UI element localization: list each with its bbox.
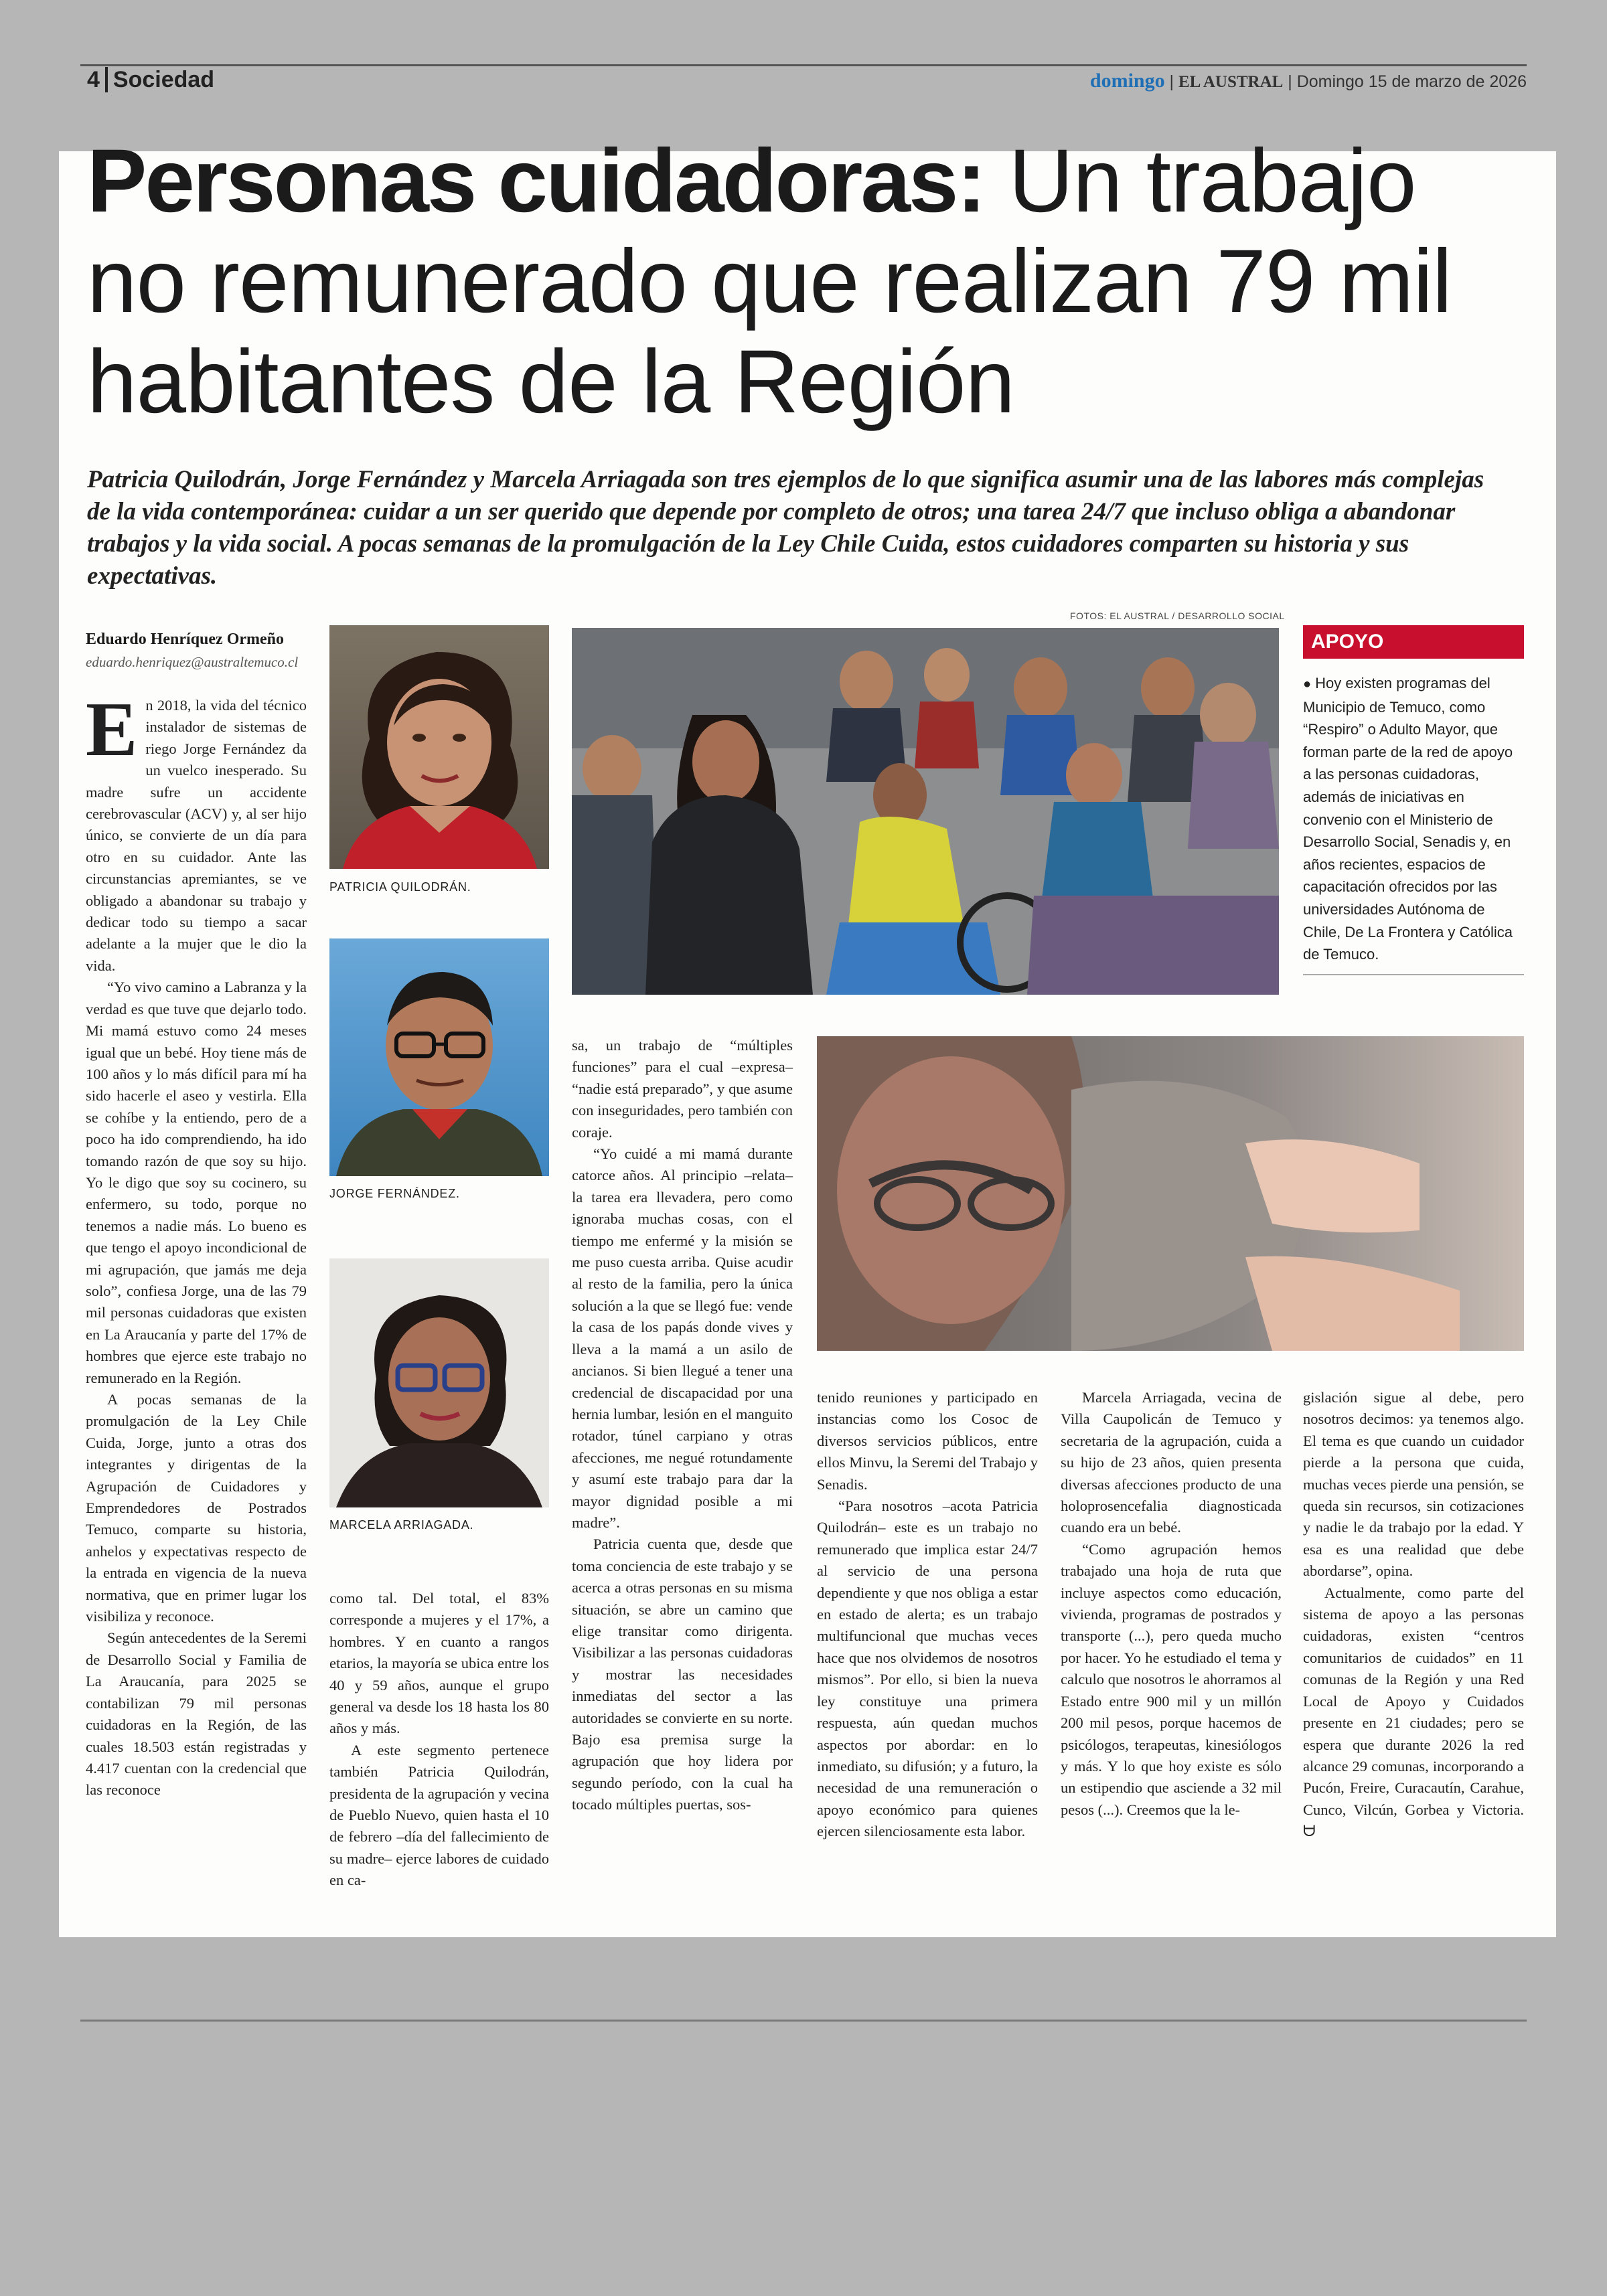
page-folio xyxy=(87,67,214,93)
sidebar-apoyo xyxy=(1303,625,1524,975)
end-mark-icon: ᗨ xyxy=(1303,1823,1316,1840)
headline-line3: habitantes de la Región xyxy=(87,332,1015,432)
paragraph: tenido reuniones y participado en instancias como los Cosoc de diversos servicios públicos, entre ellos Minvu, la Seremi del Trabajo y Senadis. xyxy=(817,1389,1038,1493)
publication-name: EL AUSTRAL xyxy=(1178,73,1284,91)
portrait-caption: MARCELA ARRIAGADA. xyxy=(329,1518,474,1532)
portrait-illustration xyxy=(329,625,549,869)
paragraph: Según antecedentes de la Seremi de Desarrollo Social y Familia de La Araucanía, para 2025 se contabilizan 79 mil personas cuidadoras en la Región, de las cuales 18.503 están registradas y 4.417 cuentan con la credencial que las reconoce xyxy=(86,1629,307,1799)
author-name: Eduardo Henríquez Ormeño xyxy=(86,631,285,648)
portrait-caption: JORGE FERNÁNDEZ. xyxy=(329,1187,460,1200)
portrait-illustration xyxy=(329,1258,549,1507)
headline xyxy=(87,131,1507,432)
portrait-photo-jorge xyxy=(329,938,549,1176)
headline-line1: Un trabajo xyxy=(1008,131,1416,231)
paragraph: gislación sigue al debe, pero nosotros decimos: ya tenemos algo. El tema es que cuando un cuidador pierde a la persona que cuida, muchas veces pierde una pensión, se queda sin recursos, sin cotizaciones y nadie le da trabajo por la edad. Y esa es una realidad que debe abordarse”, opina. xyxy=(1303,1389,1524,1580)
body-column-6 xyxy=(1303,1387,1524,1843)
author-email: eduardo.henriquez@australtemuco.cl xyxy=(86,654,299,670)
portrait-caption: PATRICIA QUILODRÁN. xyxy=(329,880,471,894)
crowd-illustration xyxy=(572,628,1279,995)
paragraph: n 2018, la vida del técnico instalador de sistemas de riego Jorge Fernández da un vuelco inesperado. Su madre sufre un accidente cerebrovascular (ACV) y, al ser hijo único, se convierte de un día para otro en su cuidador. Ante las circunstancias apremiantes, se ve obligado a abandonar su trabajo y dedicar todo su tiempo a sacar adelante a la mujer que le dio la vida. xyxy=(86,697,307,974)
sidebar-body xyxy=(1303,672,1524,975)
top-rule xyxy=(80,64,1527,66)
bullet-icon: ● xyxy=(1303,677,1312,691)
drop-cap: E xyxy=(86,687,138,772)
portrait-illustration xyxy=(329,938,549,1176)
byline xyxy=(86,631,313,671)
paragraph xyxy=(1303,1582,1524,1843)
section-name: Sociedad xyxy=(105,67,214,92)
headline-line2: no remunerado que realizan 79 mil xyxy=(87,232,1452,331)
paragraph-text: Actualmente, como parte del sistema de apoyo a las personas cuidadoras, existen “centros comunitarios de cuidados” en 11 comunas de la Región y una Red Local de Apoyo y Cuidados presente en 21 ciudades; pero se espera que durante 2026 la red alcance 29 comunas, incorporando a Pucón, Freire, Curacautín, Carahue, Cunco, Vilcún, Gorbea y Victoria. xyxy=(1303,1584,1524,1818)
paragraph: “Para nosotros –acota Patricia Quilodrán– este es un trabajo no remunerado que implica estar 24/7 al servicio de una persona dependiente y que nos obliga a estar en estado de alerta; es un trabajo multifuncional que muchas veces hace que nos olvidemos de nosotros mismos”. Por ello, si bien la nueva ley constituye una primera respuesta, aún quedan muchos aspectos por abordar: en lo inmediato, su difusión; y a futuro, la necesidad de una remuneración o apoyo económico para quienes ejercen silenciosamente esta labor. xyxy=(817,1497,1038,1840)
paragraph: A este segmento pertenece también Patricia Quilodrán, presidenta de la agrupación y vecina de Pueblo Nuevo, quien hasta el 10 de febrero –día del fallecimiento de su madre– ejerce labores de cuidado en ca- xyxy=(329,1741,549,1889)
paragraph: A pocas semanas de la promulgación de la Ley Chile Cuida, Jorge, junto a otras dos integrantes y dirigentas de la Agrupación de Cuidadores y Emprendedores de Postrados Temuco, comparte su historia, anhelos y expectativas respecto de la entrada en vigencia de la nueva normativa, que en primer lugar los visibiliza y reconoce. xyxy=(86,1391,307,1625)
paragraph: como tal. Del total, el 83% corresponde a mujeres y el 17%, a hombres. Y en cuanto a rangos etarios, la mayoría se ubica entre los 40 y 59 años, aunque el grupo general va desde los 18 hasta los 80 años y más. xyxy=(329,1590,549,1737)
headline-lead: Personas cuidadoras: xyxy=(87,131,985,231)
paragraph: “Como agrupación hemos trabajado una hoja de ruta que incluye aspectos como educación, vivienda, programas de postrados y transporte (...), pero queda mucho por hacer. Yo he estudiado el tema y calculo que nosotros le ahorramos al Estado entre 900 mil y un millón 200 mil pesos, porque hacemos de psicólogos, terapeutas, kinesiólogos y más. Y lo que hoy existe es sólo un estipendio que asciende a 32 mil pesos (...). Creemos que la le- xyxy=(1061,1540,1282,1818)
page-number: 4 xyxy=(87,67,100,92)
photo-caregiving-hands xyxy=(817,1036,1524,1351)
portrait-photo-patricia xyxy=(329,625,549,869)
paragraph: sa, un trabajo de “múltiples funciones” para el cual –expresa– “nadie está preparado”, y que asume con inseguridades, pero también con coraje. xyxy=(572,1037,793,1141)
deck: Patricia Quilodrán, Jorge Fernández y Marcela Arriagada son tres ejemplos de lo que significa asumir una de las labores más complejas de la vida contemporánea: cuidar a un ser querido que depende por completo de otros; una tarea 24/7 que incluso obliga a abandonar trabajos y la vida social. A pocas semanas de la promulgación de la Ley Chile Cuida, estos cuidadores comparten su historia y sus expectativas. xyxy=(87,466,1484,590)
bottom-rule xyxy=(80,2020,1527,2022)
portrait-photo-marcela xyxy=(329,1258,549,1507)
body-column-2 xyxy=(329,1588,549,1892)
body-column-1 xyxy=(86,687,307,1801)
masthead: domingo | EL AUSTRAL | Domingo 15 de marzo de 2026 xyxy=(1089,70,1527,92)
paragraph: Patricia cuenta que, desde que toma conciencia de este trabajo y se acerca a otras personas en su misma situación, se abre un camino que elige transitar como dirigenta. Visibilizar a las personas cuidadoras y mostrar las necesidades inmediatas del sector a las autoridades se convierte en su norte. Bajo esa premisa surge la agrupación que hoy lidera por segundo período, con la cual ha tocado múltiples puertas, sos- xyxy=(572,1536,793,1813)
body-column-3 xyxy=(572,1035,793,1816)
paragraph: Marcela Arriagada, vecina de Villa Caupolicán de Temuco y secretaria de la agrupación, cuida a su hijo de 23 años, quien presenta diversas afecciones producto de una holoprosencefalia diagnosticada cuando era un bebé. xyxy=(1061,1389,1282,1536)
body-column-4 xyxy=(817,1387,1038,1843)
paragraph: “Yo cuidé a mi mamá durante catorce años. Al principio –relata– la tarea era llevadera, pero como ignoraba muchas cosas, con el tiempo me enfermé y la misión se me puso cuesta arriba. Quise acudir al resto de la familia, pero la única solución a la que se llegó fue: vende la casa de los papás donde vives y lleva a la mamá a un asilo de ancianos. Si bien llegué a tener una credencial de discapacidad por una hernia lumbar, lesión en el manguito rotador, túnel carpiano y otras afecciones, me negué rotundamente y asumí este trabajo para dar la mayor dignidad posible a mi madre”. xyxy=(572,1145,793,1531)
sidebar-text: Hoy existen programas del Municipio de Temuco, como “Respiro” o Adulto Mayor, que forman parte de la red de apoyo a las personas cuidadoras, además de iniciativas en convenio con el Ministerio de Desarrollo Social, Senadis y, en años recientes, espacios de capacitación ofrecidos por las universidades Autónoma de Chile, De La Frontera y Católica de Temuco. xyxy=(1303,675,1513,963)
photo-credit: FOTOS: EL AUSTRAL / DESARROLLO SOCIAL xyxy=(1070,610,1285,621)
paragraph: “Yo vivo camino a Labranza y la verdad es que tuve que dejarlo todo. Mi mamá estuvo como 24 meses igual que un bebé. Hoy tiene más de 100 años y lo más difícil para mí ha sido hacerle el aseo y vestirla. Ella se cohíbe y la entiendo, pero de a poco ha ido comprendiendo, ha ido tomando razón de que soy su hijo. Yo le digo que soy su cocinero, su enfermero, su todo, porque no tenemos a nadie más. Lo bueno es que tengo el apoyo incondicional de mi agrupación, que jamás me deja solo”, confiesa Jorge, una de las 79 mil personas cuidadoras que existen en La Araucanía y parte del 17% de hombres que ejerce este trabajo no remunerado en la Región. xyxy=(86,979,307,1386)
body-column-5 xyxy=(1061,1387,1282,1821)
brand-name: domingo xyxy=(1089,70,1165,92)
closeup-illustration xyxy=(817,1036,1524,1351)
photo-caregivers-event xyxy=(572,628,1279,995)
issue-date: Domingo 15 de marzo de 2026 xyxy=(1296,72,1527,91)
sidebar-tag: APOYO xyxy=(1303,625,1524,659)
